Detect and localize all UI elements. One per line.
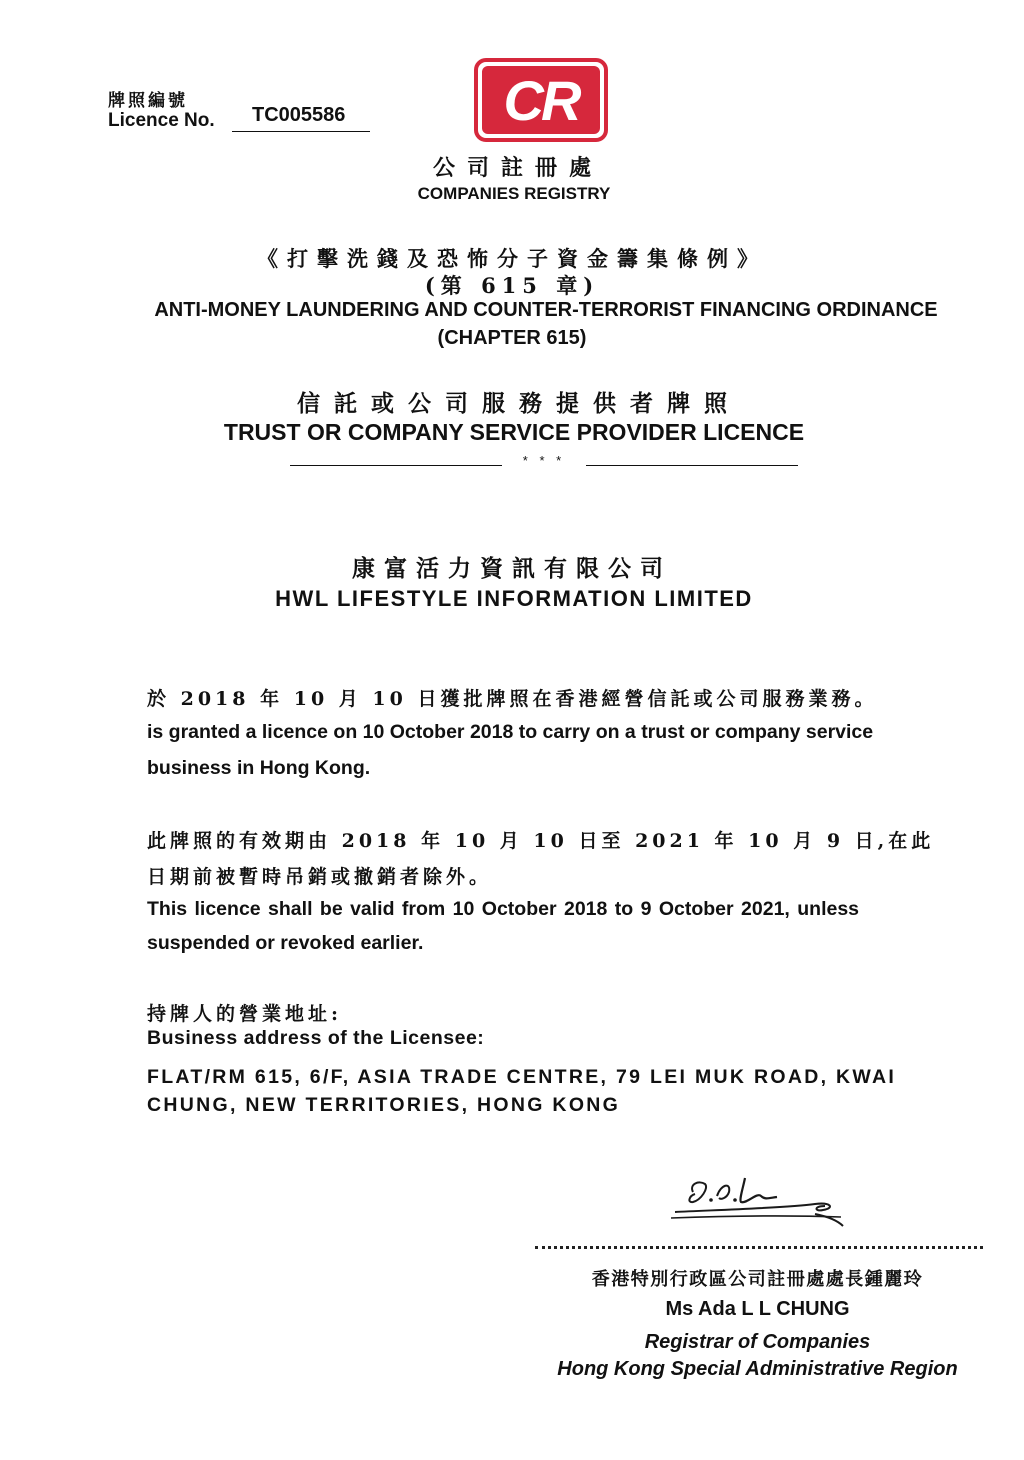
signature-line	[535, 1246, 983, 1249]
grant-statement-zh: 於 2018 年 10 月 10 日獲批牌照在香港經營信託或公司服務業務。	[147, 688, 878, 710]
ordinance-title-zh: 《打擊洗錢及恐怖分子資金籌集條例》	[257, 246, 767, 271]
address-line-1: FLAT/RM 615, 6/F, ASIA TRADE CENTRE, 79 LEI MUK ROAD, KWAI	[147, 1066, 897, 1088]
company-name-zh: 康富活力資訊有限公司	[352, 555, 672, 582]
registry-name: COMPANIES REGISTRY	[417, 184, 611, 203]
licence-title: TRUST OR COMPANY SERVICE PROVIDER LICENCE	[223, 419, 805, 445]
validity-statement-line-2: suspended or revoked earlier.	[147, 932, 424, 954]
grant-statement-line-1: is granted a licence on 10 October 2018 to carry on a trust or company service	[147, 721, 874, 743]
companies-registry-logo	[474, 58, 608, 142]
logo-text: CR	[482, 66, 600, 134]
registry-name-zh: 公司註冊處	[432, 155, 603, 181]
validity-statement-line-1: This licence shall be valid from 10 October 2018 to 9 October 2021, unless	[147, 898, 860, 920]
licence-number-label-zh: 牌照編號	[108, 91, 188, 111]
divider-line-right	[586, 465, 798, 466]
divider-stars: * * *	[522, 453, 566, 468]
address-line-2: CHUNG, NEW TERRITORIES, HONG KONG	[147, 1094, 621, 1116]
registrar-region: Hong Kong Special Administrative Region	[557, 1358, 958, 1380]
ordinance-chapter: (CHAPTER 615)	[437, 327, 587, 349]
address-label-zh: 持牌人的營業地址:	[147, 1003, 343, 1025]
grant-statement-line-2: business in Hong Kong.	[147, 757, 371, 779]
registrar-name: Ms Ada L L CHUNG	[665, 1298, 850, 1320]
registrar-signature	[665, 1170, 855, 1235]
licence-number-label: Licence No.	[108, 110, 215, 131]
validity-statement-zh-line-1: 此牌照的有效期由 2018 年 10 月 10 日至 2021 年 10 月 9 日,在此	[147, 830, 935, 852]
address-label: Business address of the Licensee:	[147, 1027, 485, 1049]
registrar-title: Registrar of Companies	[644, 1331, 871, 1353]
registrar-name-zh: 香港特別行政區公司註冊處處長鍾麗玲	[591, 1269, 924, 1290]
licence-number-value: TC005586	[232, 104, 370, 132]
ordinance-chapter-zh: (第 615 章)	[424, 273, 600, 298]
ordinance-title: ANTI-MONEY LAUNDERING AND COUNTER-TERRORIST FINANCING ORDINANCE	[154, 299, 938, 321]
validity-statement-zh-line-2: 日期前被暫時吊銷或撤銷者除外。	[147, 866, 493, 888]
licence-title-zh: 信託或公司服務提供者牌照	[297, 390, 741, 417]
company-name: HWL LIFESTYLE INFORMATION LIMITED	[275, 586, 753, 611]
divider-line-left	[290, 465, 502, 466]
